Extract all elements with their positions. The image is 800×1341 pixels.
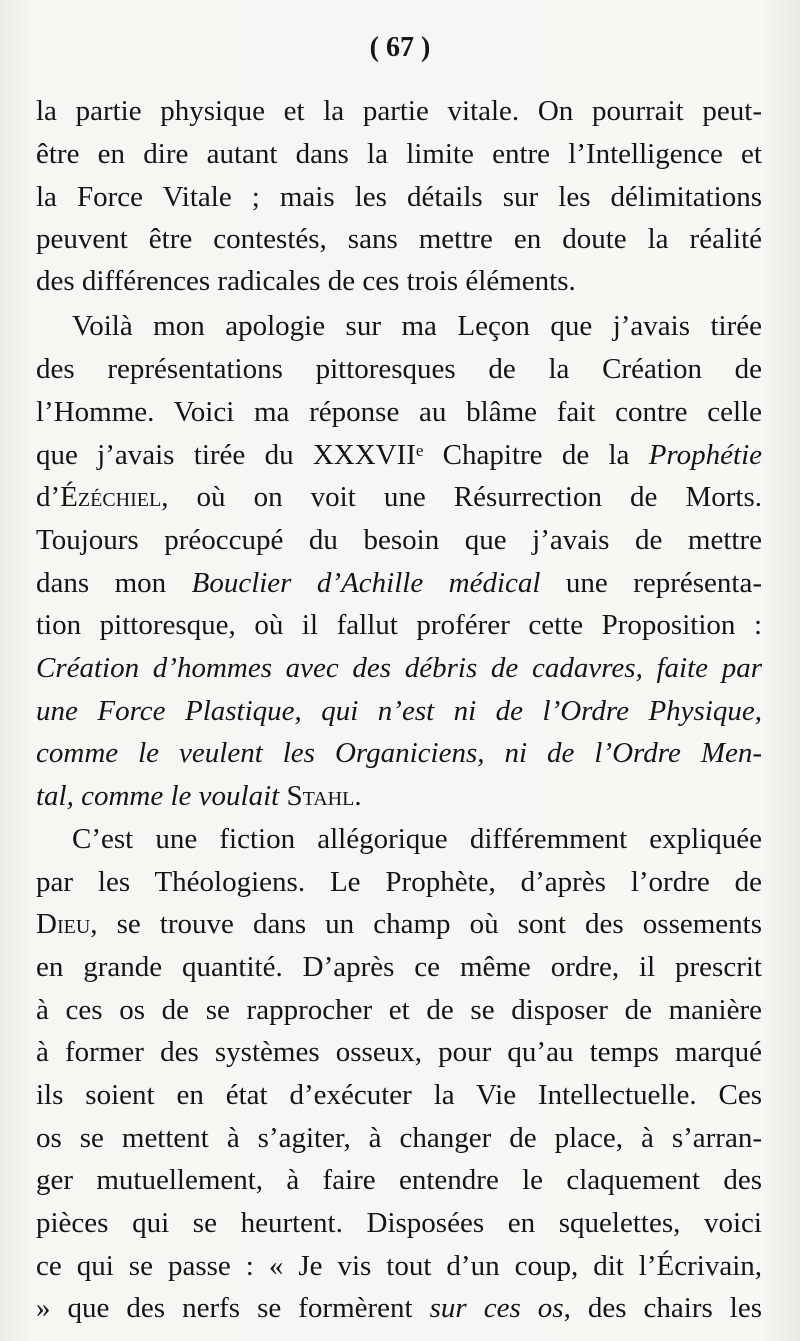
text-line-20-suffix: , se trouve dans un champ où sont des ossements <box>90 908 762 940</box>
text-line-10-prefix: d’ <box>36 481 61 513</box>
text-line-14: Création d’hommes avec des débris de cadavres, faite par <box>36 652 762 684</box>
page-number: ( 67 ) <box>369 32 431 63</box>
text-line-10-smallcaps: Ézéchiel <box>60 481 162 513</box>
text-line-13: tion pittoresque, où il fallut proférer cette Proposition : <box>36 609 762 641</box>
text-line-12-prefix: dans mon <box>36 567 192 599</box>
text-line-10 <box>36 480 762 514</box>
text-line-10-suffix: , où on voit une Résurrection de Morts. <box>161 481 762 513</box>
text-line-9-italic: Prophétie <box>648 439 762 471</box>
text-line-29-prefix: » que des nerfs se formèrent <box>36 1292 430 1324</box>
text-line-12-suffix: une représenta- <box>540 567 762 599</box>
text-line-9 <box>36 438 762 472</box>
text-line-20-smallcaps: Dieu <box>36 908 91 940</box>
text-line-25: os se mettent à s’agiter, à changer de place, à s’arran- <box>36 1122 762 1154</box>
text-line-7: des représentations pittoresques de la Création de <box>36 353 762 385</box>
text-line-29-italic: sur ces os <box>429 1292 564 1324</box>
text-line-19: par les Théologiens. Le Prophète, d’après l’ordre de <box>36 866 762 898</box>
text-line-21: en grande quantité. D’après ce même ordre, il prescrit <box>36 951 762 983</box>
text-line-22: à ces os de se rapprocher et de se disposer de manière <box>36 994 762 1026</box>
text-line-28: ce qui se passe : « Je vis tout d’un coup, dit l’Écrivain, <box>36 1250 762 1282</box>
text-line-17 <box>36 779 762 813</box>
text-line-5: des différences radicales de ces trois éléments. <box>36 265 576 297</box>
text-line-17-smallcaps: Stahl <box>286 780 355 812</box>
text-line-12-italic: Bouclier d’Achille médical <box>191 567 541 599</box>
text-line-26: ger mutuellement, à faire entendre le claquement des <box>36 1164 762 1196</box>
text-line-2: être en dire autant dans la limite entre l’Intelligence et <box>36 138 762 170</box>
text-line-18: C’est une fiction allégorique différemment expliquée <box>72 823 762 855</box>
text-line-3: la Force Vitale ; mais les détails sur les délimitations <box>36 181 762 213</box>
text-line-24: ils soient en état d’exécuter la Vie Intellectuelle. Ces <box>36 1079 762 1111</box>
text-line-29 <box>36 1291 762 1325</box>
text-line-17-suffix: . <box>354 780 362 812</box>
text-line-27: pièces qui se heurtent. Disposées en squelettes, voici <box>36 1207 762 1239</box>
text-line-12 <box>36 566 762 600</box>
text-line-4: peuvent être contestés, sans mettre en doute la réalité <box>36 223 762 255</box>
text-line-20 <box>36 907 762 941</box>
text-line-29-suffix: , des chairs les <box>563 1292 762 1324</box>
text-line-8: l’Homme. Voici ma réponse au blâme fait contre celle <box>36 396 762 428</box>
text-line-9-roman: que j’avais tirée du XXXVIIᵉ Chapitre de la <box>36 439 649 471</box>
text-line-6: Voilà mon apologie sur ma Leçon que j’avais tirée <box>72 310 762 342</box>
text-line-16: comme le veulent les Organiciens, ni de l’Ordre Men- <box>36 737 762 769</box>
text-line-15: une Force Plastique, qui n’est ni de l’Ordre Physique, <box>36 695 762 727</box>
text-line-11: Toujours préoccupé du besoin que j’avais de mettre <box>36 524 762 556</box>
text-line-23: à former des systèmes osseux, pour qu’au temps marqué <box>36 1036 762 1068</box>
text-line-17-italic: tal, comme le voulait <box>36 780 287 812</box>
text-line-1: la partie physique et la partie vitale. On pourrait peut- <box>36 95 762 127</box>
